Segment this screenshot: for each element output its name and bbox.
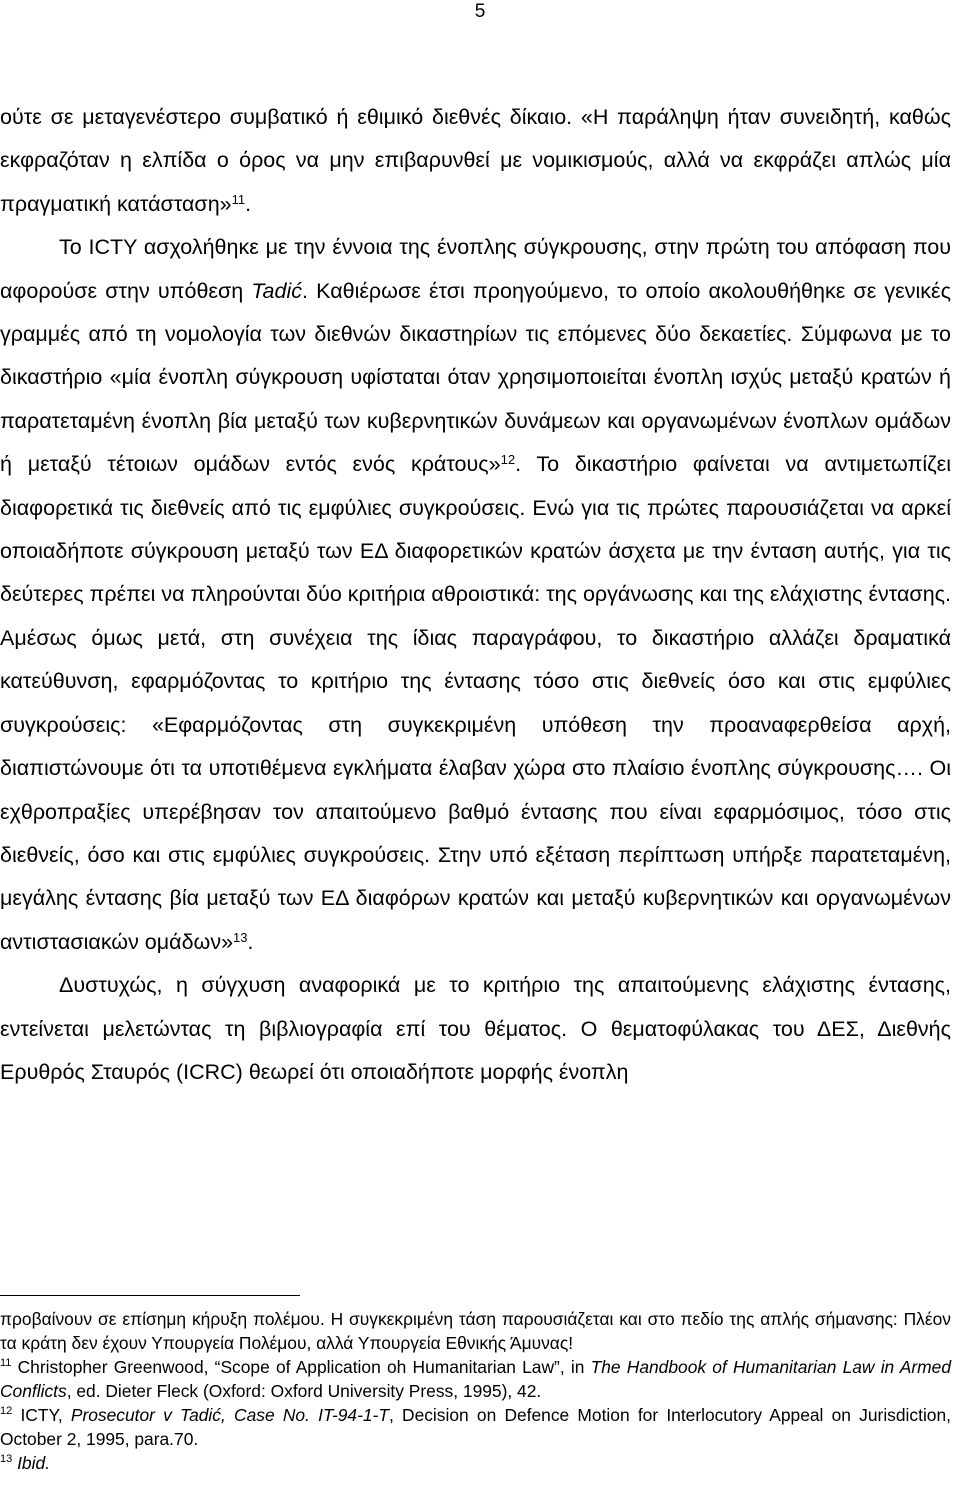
text-run: . xyxy=(245,191,252,216)
footnotes xyxy=(0,1307,951,1475)
page-number: 5 xyxy=(474,1,486,22)
italic-text: Prosecutor v Tadić, Case No. IT-94-1-T xyxy=(70,1405,389,1425)
footnote xyxy=(0,1355,951,1403)
text-run: Christopher Greenwood, “Scope of Application oh Humanitarian Law”, in xyxy=(11,1357,591,1377)
footnote-ref: 13 xyxy=(233,929,248,945)
text-run: Το ICTY ασχολήθηκε με την έννοια της ένοπλης σύγκρουσης, στην πρώτη του απόφαση που αφορούσε στην υπόθεση xyxy=(0,235,951,303)
text-run: . Το δικαστήριο φαίνεται να αντιμετωπίζει διαφορετικά τις διεθνείς από τις εμφύλιες συγκρούσεις. Ενώ για τις πρώτες παρουσιάζεται να αρκεί οποιαδήποτε σύγκρουση μεταξύ των ΕΔ διαφορετικών κρατών άσχετα με την ένταση αυτής, για τις δεύτερες πρέπει να πληρούνται δύο κριτήρια αθροιστικά: της οργάνωσης και της ελάχιστης έντασης. Αμέσως όμως μετά, στη συνέχεια της ίδιας παραγράφου, το δικαστήριο αλλάζει δραματικά κατεύθυνση, εφαρμόζοντας το κριτήριο της έντασης τόσο στις διεθνείς όσο και στις εμφύλιες συγκρούσεις: «Εφαρμόζοντας στη συγκεκριμένη υπόθεση την προαναφερθείσα αρχή, διαπιστώνουμε ότι τα υποτιθέμενα εγκλήματα έλαβαν χώρα στο πλαίσιο ένοπλης σύγκρουσης…. Οι εχθροπραξίες υπερέβησαν τον απαιτούμενο βαθμό έντασης που είναι εφαρμόσιμος, τόσο στις διεθνείς, όσο και στις εμφύλιες συγκρούσεις. Στην υπό εξέταση περίπτωση υπήρξε παρατεταμένη, μεγάλης έντασης βία μεταξύ των ΕΔ διαφόρων κρατών και μεταξύ κυβερνητικών και οργανωμένων αντιστασιακών ομάδων» xyxy=(0,452,951,954)
italic-text: Tadić xyxy=(251,278,302,303)
text-run: ICTY, xyxy=(12,1405,71,1425)
paragraph xyxy=(0,226,951,964)
text-run: , Decision on Defence Motion for Interlocutory Appeal on Jurisdiction, October 2, 1995, para.70. xyxy=(0,1405,951,1449)
footnote xyxy=(0,1403,951,1451)
text-run: , ed. Dieter Fleck (Oxford: Oxford University Press, 1995), 42. xyxy=(66,1381,542,1401)
text-run: . Καθιέρωσε έτσι προηγούμενο, το οποίο ακολουθήθηκε σε γενικές γραμμές από τη νομολογία των διεθνών δικαστηρίων τις επόμενες δύο δεκαετίες. Σύμφωνα με το δικαστήριο «μία ένοπλη σύγκρουση υφίσταται όταν χρησιμοποιείται ένοπλη ισχύς μεταξύ κρατών ή παρατεταμένη ένοπλη βία μεταξύ των κυβερνητικών δυνάμεων και οργανωμένων ένοπλων ομάδων ή μεταξύ τέτοιων ομάδων εντός ενός κράτους» xyxy=(0,278,951,477)
footnote-ref: 12 xyxy=(0,1405,13,1417)
paragraph xyxy=(0,964,951,1094)
footnote-ref: 13 xyxy=(0,1453,13,1465)
italic-text: The Handbook of Humanitarian Law in Armed Conflicts xyxy=(0,1357,951,1401)
text-run: ούτε σε μεταγενέστερο συμβατικό ή εθιμικό διεθνές δίκαιο. «Η παράληψη ήταν συνειδητή, καθώς εκφραζόταν η ελπίδα ο όρος να μην επιβαρυνθεί με νομικισμούς, αλλά να εκφράζει απλώς μία πραγματική κατάσταση» xyxy=(0,105,951,216)
footnote-separator xyxy=(0,1295,300,1296)
text-run: προβαίνουν σε επίσημη κήρυξη πολέμου. Η συγκεκριμένη τάση παρουσιάζεται και στο πεδίο της απλής σήμανσης: Πλέον τα κράτη δεν έχουν Υπουργεία Πολέμου, αλλά Υπουργεία Εθνικής Άμυνας! xyxy=(0,1309,951,1353)
text-run: . xyxy=(247,929,254,954)
footnote-ref: 11 xyxy=(231,191,246,207)
text-run: Δυστυχώς, η σύγχυση αναφορικά με το κριτήριο της απαιτούμενης ελάχιστης έντασης, εντείνεται μελετώντας τη βιβλιογραφία επί του θέματος. Ο θεματοφύλακας του ΔΕΣ, Διεθνής Ερυθρός Σταυρός (ICRC) θεωρεί ότι οποιαδήποτε μορφής ένοπλη xyxy=(0,973,951,1084)
footnote xyxy=(0,1307,951,1355)
paragraph xyxy=(0,96,951,226)
footnote-ref: 11 xyxy=(0,1357,12,1369)
footnote-ref: 12 xyxy=(500,452,516,468)
main-text xyxy=(0,96,951,1094)
footnote xyxy=(0,1451,951,1475)
italic-text: Ibid. xyxy=(17,1453,50,1473)
